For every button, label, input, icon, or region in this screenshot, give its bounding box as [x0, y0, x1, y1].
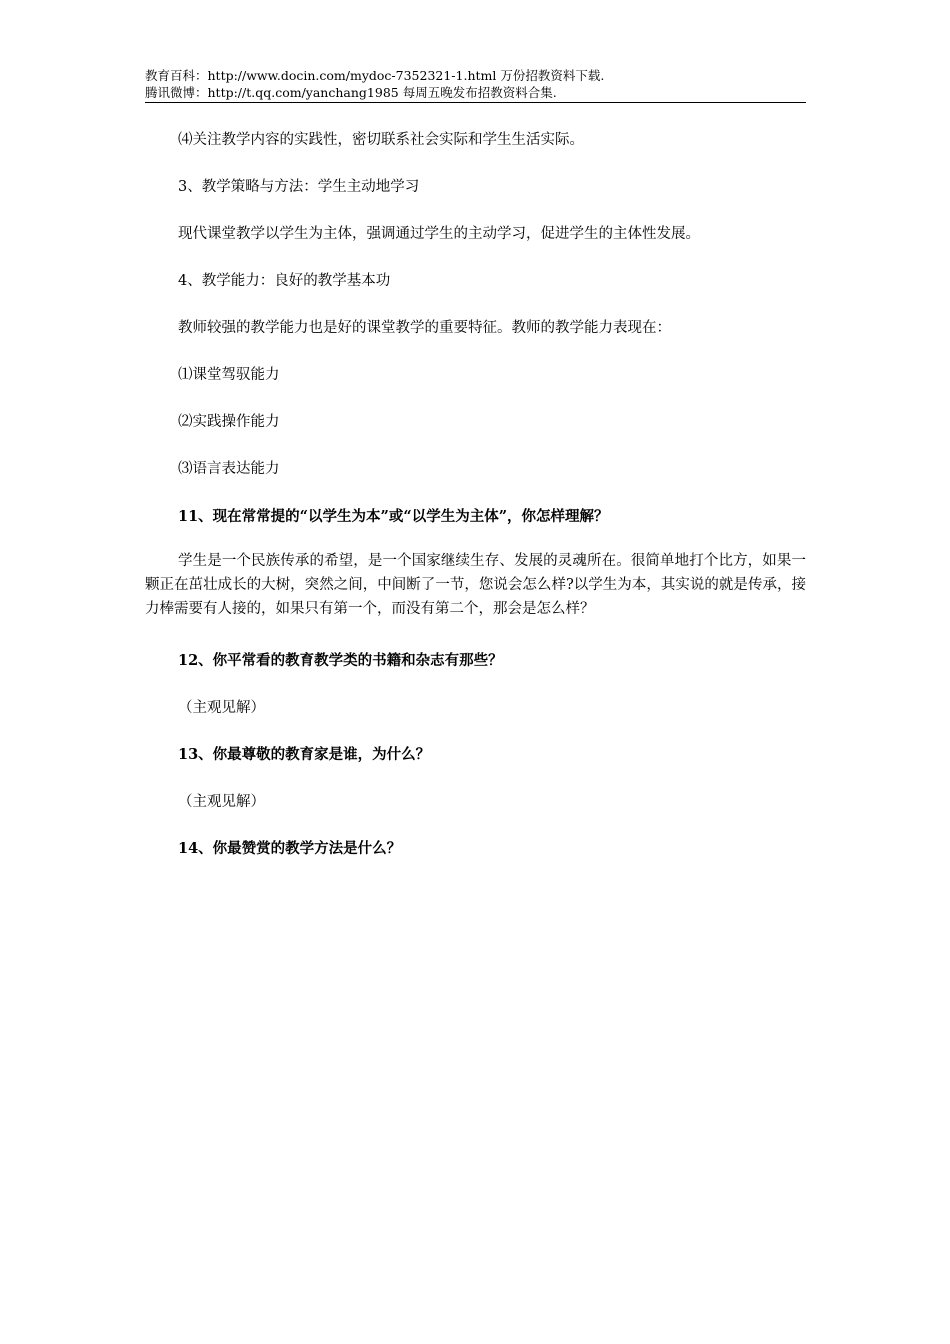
question-12-title: 12、你平常看的教育教学类的书籍和杂志有那些？ [178, 652, 503, 669]
header-line-baike: 教育百科：http://www.docin.com/mydoc-7352321-1.html 万份招教资料下载. [145, 68, 605, 83]
question-12-answer: （主观见解） [178, 700, 265, 716]
question-13-title: 13、你最尊敬的教育家是谁，为什么？ [178, 746, 431, 763]
header-line-weibo: 腾讯微博：http://t.qq.com/yanchang1985 每周五晚发布招教资料合集. [145, 85, 557, 100]
question-11-title: 11、现在常常提的“以学生为本”或“以学生为主体”，你怎样理解？ [178, 508, 609, 525]
question-14-title: 14、你最赞赏的教学方法是什么？ [178, 840, 402, 857]
page-header [145, 67, 806, 103]
list-item-4-practicality: ⑷关注教学内容的实践性，密切联系社会实际和学生生活实际。 [178, 132, 584, 148]
paragraph-teacher-ability: 教师较强的教学能力也是好的课堂教学的重要特征。教师的教学能力表现在： [178, 320, 671, 336]
section-heading-3-strategy: 3、教学策略与方法：学生主动地学习 [178, 179, 420, 195]
question-11-answer: 学生是一个民族传承的希望，是一个国家继续生存、发展的灵魂所在。很简单地打个比方，如果一颗正在茁壮成长的大树，突然之间，中间断了一节，您说会怎么样?以学生为本，其实说的就是传承，接力棒需要有人接的，如果只有第一个，而没有第二个，那会是怎么样？ [145, 553, 806, 617]
list-item-2-practical-operation: ⑵实践操作能力 [178, 414, 280, 430]
section-heading-4-ability: 4、教学能力：良好的教学基本功 [178, 273, 391, 289]
list-item-1-classroom-control: ⑴课堂驾驭能力 [178, 367, 280, 383]
paragraph-student-centered: 现代课堂教学以学生为主体，强调通过学生的主动学习，促进学生的主体性发展。 [178, 226, 700, 242]
list-item-3-language-expression: ⑶语言表达能力 [178, 461, 280, 477]
question-13-answer: （主观见解） [178, 794, 265, 810]
